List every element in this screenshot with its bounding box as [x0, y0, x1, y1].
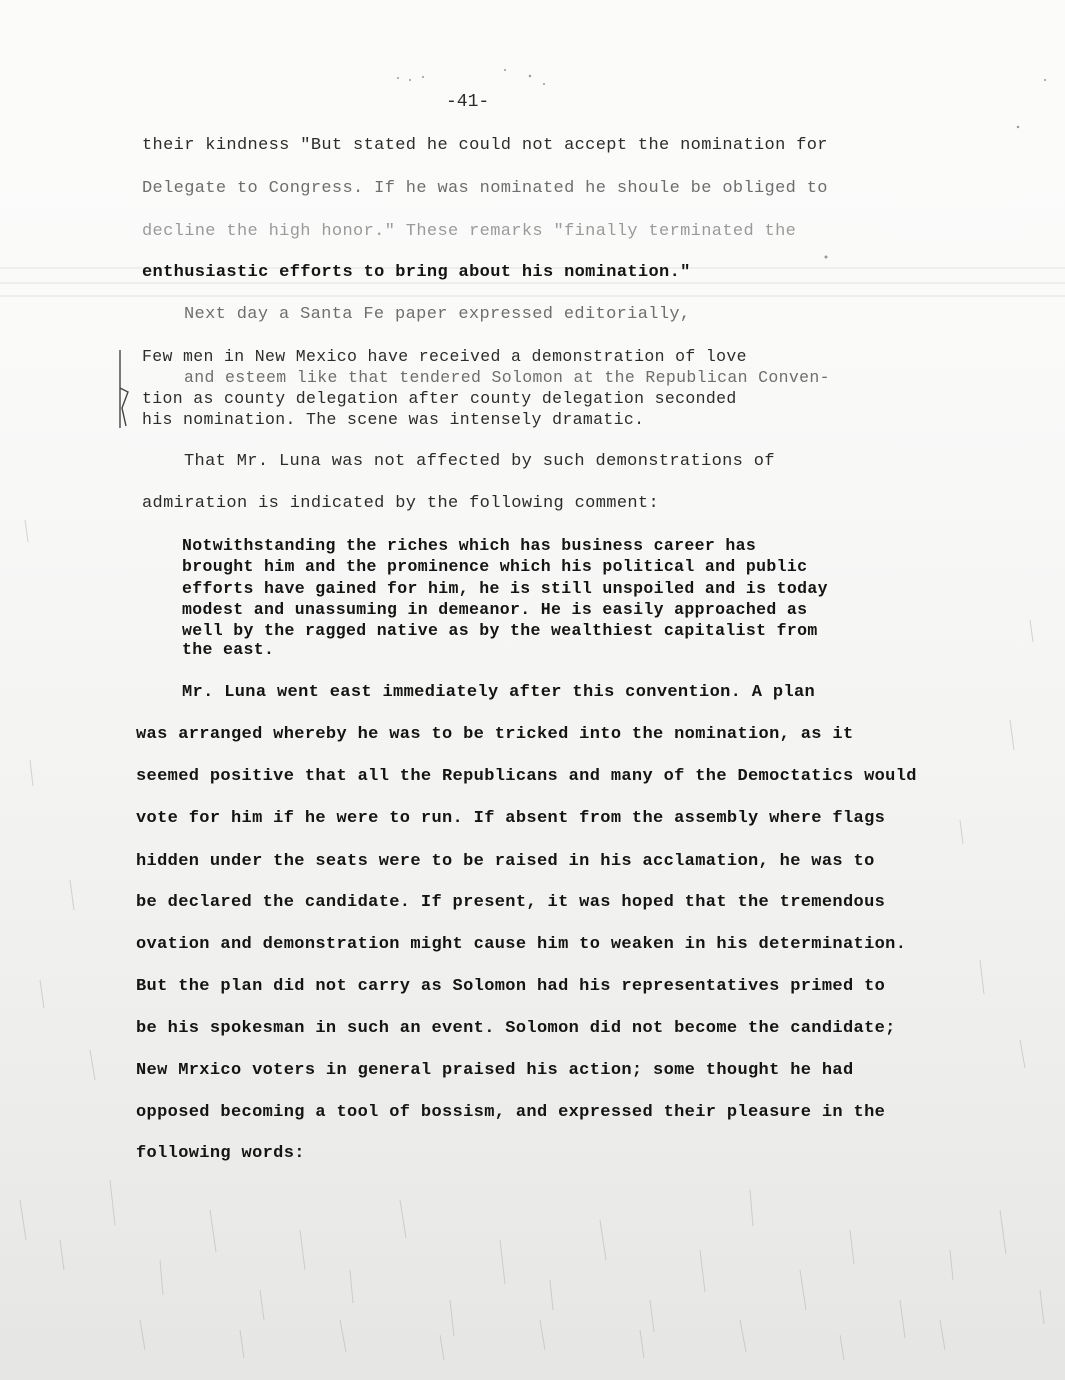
- body-line: decline the high honor." These remarks "finally terminated the: [142, 222, 797, 241]
- body-line: seemed positive that all the Republicans and many of the Democtatics would: [136, 767, 917, 786]
- body-line: enthusiastic efforts to bring about his nomination.": [142, 263, 691, 282]
- body-line: was arranged whereby he was to be tricked into the nomination, as it: [136, 725, 854, 744]
- body-line: be his spokesman in such an event. Solomon did not become the candidate;: [136, 1019, 896, 1038]
- quote-line: well by the ragged native as by the wealthiest capitalist from: [182, 621, 818, 640]
- body-line: That Mr. Luna was not affected by such demonstrations of: [184, 452, 775, 471]
- quote-line: efforts have gained for him, he is still unspoiled and is today: [182, 579, 828, 598]
- quote-line: his nomination. The scene was intensely dramatic.: [142, 410, 645, 429]
- quote-line: Notwithstanding the riches which has business career has: [182, 536, 757, 555]
- body-line: hidden under the seats were to be raised in his acclamation, he was to: [136, 852, 875, 871]
- quote-line: the east.: [182, 640, 275, 659]
- body-line: New Mrxico voters in general praised his action; some thought he had: [136, 1061, 854, 1080]
- body-line: Next day a Santa Fe paper expressed editorially,: [184, 305, 691, 324]
- quote-line: and esteem like that tendered Solomon at the Republican Conven-: [184, 368, 830, 387]
- body-line: following words:: [136, 1144, 305, 1163]
- quote-line: modest and unassuming in demeanor. He is easily approached as: [182, 600, 808, 619]
- quote-line: Few men in New Mexico have received a demonstration of love: [142, 347, 747, 366]
- body-line: opposed becoming a tool of bossism, and expressed their pleasure in the: [136, 1103, 886, 1122]
- body-line: Mr. Luna went east immediately after this convention. A plan: [182, 683, 816, 702]
- body-line: their kindness "But stated he could not accept the nomination for: [142, 136, 828, 155]
- body-line: ovation and demonstration might cause him to weaken in his determination.: [136, 935, 907, 954]
- body-line: be declared the candidate. If present, it was hoped that the tremendous: [136, 893, 886, 912]
- body-line: vote for him if he were to run. If absent from the assembly where flags: [136, 809, 886, 828]
- page-number: -41-: [446, 92, 490, 112]
- body-line: But the plan did not carry as Solomon had his representatives primed to: [136, 977, 886, 996]
- quote-line: tion as county delegation after county delegation seconded: [142, 389, 737, 408]
- quote-line: brought him and the prominence which his political and public: [182, 557, 808, 576]
- body-line: Delegate to Congress. If he was nominated he shoule be obliged to: [142, 179, 828, 198]
- body-line: admiration is indicated by the following comment:: [142, 494, 660, 513]
- margin-bracket-mark: [114, 348, 138, 432]
